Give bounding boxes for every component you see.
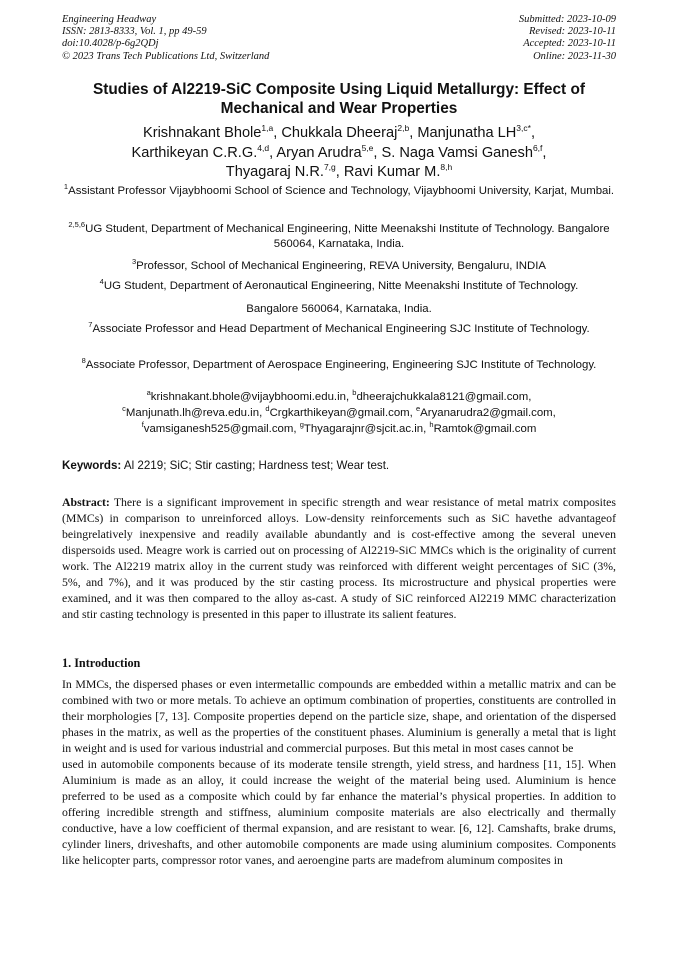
abstract-label: Abstract: [62, 495, 110, 509]
affiliation-text: UG Student, Department of Mechanical Engineering, Nitte Meenakshi Institute of Technology. Bangalore 560064, Karnataka, India. [85, 223, 610, 250]
author-name: S. Naga Vamsi Ganesh [381, 144, 533, 161]
email-list: $^a$krishnakant.bhole@vijaybhoomi.edu.in, $^b$dheerajchukkala8121@gmail.com, $^c$Manjunath.lh@reva.edu.in, $^d$Crgkarthikeyan@gmail.com, $^e$Aryanarudra2@gmail.com, $^f$vamsiganesh525@gmail.com, $^g$Thyagarajnr@sjcit.ac.in, $^h$Ramtok@gmail.com [122, 388, 556, 435]
affiliation-sup: 3 [131, 257, 137, 266]
author-name: Ravi Kumar M. [343, 164, 441, 180]
paper-title: Studies of Al2219-SiC Composite Using Liquid Metallurgy: Effect of Mechanical and Wear Properties [93, 81, 585, 117]
author-sup: 8,h [440, 162, 453, 172]
author-sup: 7,g [323, 162, 336, 172]
affiliation-text: Associate Professor, Department of Aerospace Engineering, Engineering SJC Institute of Technology. [85, 359, 597, 371]
introduction-paragraph: In MMCs, the dispersed phases or even intermetallic compounds are embedded within a metallic matrix and can be combined with two or more metals. To achieve an optimum combination of properties, constituents are controlled in their morphologies [7, 13]. Composite properties depend on the particle size, shape, and orientation of the dispersed phases in the matrix, as well as the properties of the constituent phases. Aluminium is generally a metal that is light in weight and is used for various industrial and commercial purposes. But this metal in most cases cannot be [62, 677, 616, 755]
journal-issn: ISSN: 2813-8333, Vol. 1, pp 49-59 [62, 26, 207, 38]
affiliation-2 [62, 222, 616, 252]
email-sup: e [416, 404, 421, 413]
abstract [62, 494, 616, 622]
journal-header-left [62, 14, 269, 63]
introduction-body [62, 676, 616, 868]
affiliation-sup: 7 [88, 320, 93, 329]
author-name: Thyagaraj N.R. [225, 164, 324, 180]
author-sup: 1,a [261, 123, 274, 133]
accepted-date: Accepted: 2023-10-11 [523, 38, 616, 50]
journal-copyright: © 2023 Trans Tech Publications Ltd, Switzerland [62, 50, 270, 62]
author-sup: 5,e [361, 142, 374, 153]
email-sup: g [299, 420, 304, 429]
author-name: Aryan Arudra [276, 144, 362, 161]
affiliation-text: Bangalore 560064, Karnataka, India. [246, 303, 432, 315]
email-link[interactable]: dheerajchukkala8121@gmail.com [356, 391, 529, 403]
revised-date: Revised: 2023-10-11 [529, 26, 616, 38]
keywords-label: Keywords: [62, 459, 122, 472]
introduction-paragraph: used in automobile components because of its moderate tensile strength, yield stress, and hardness [11, 15]. When Aluminium is made as an alloy, it could increase the weight of the material being used. Aluminium is hence preferred to be used as a composite which could by far enhance the material’s physical properties. In addition to offering incredible strength and stiffness, aluminium composite materials are also electrically and thermally conductive, have a low coefficient of thermal expansion, and are resistant to wear. [6, 12]. Camshafts, brake drums, cylinder liners, driveshafts, and other automobile components are made using aluminium composites. Components like helicopter parts, compressor rotor vanes, and aeroengine parts are madefrom aluminum composites in [62, 757, 616, 867]
affiliation-4-cont [62, 302, 616, 317]
submitted-date: Submitted: 2023-10-09 [518, 14, 616, 25]
author-sup: 2,b [397, 123, 410, 133]
online-date: Online: 2023-11-30 [533, 50, 616, 62]
author-sup: 4,d [257, 142, 270, 153]
email-sup: c [122, 404, 126, 413]
email-sup: f [141, 420, 144, 429]
affiliation-8 [62, 358, 616, 373]
email-link[interactable]: Manjunath.lh@reva.edu.in [125, 407, 260, 419]
affiliation-text: Professor, School of Mechanical Engineering, REVA University, Bengaluru, INDIA [136, 260, 546, 272]
journal-doi: doi:10.4028/p-6g2QDj [62, 38, 159, 50]
keywords-text: Al 2219; SiC; Stir casting; Hardness test; Wear test. [123, 459, 390, 472]
email-sup: d [265, 404, 270, 413]
affiliation-sup: 8 [81, 356, 86, 365]
affiliation-text: Associate Professor and Head Department of Mechanical Engineering SJC Institute of Technology. [92, 323, 590, 335]
affiliation-1 [62, 184, 616, 199]
affiliation-7 [62, 322, 616, 337]
keywords [62, 458, 616, 473]
author-list: Krishnakant Bhole$^{1,a}$, Chukkala Dheeraj$^{2,b}$, Manjunatha $LH^{3,c*}$, Karthikeyan C.R.G.$^{4,d}$, Aryan Arudra$^{5,e}$, S. Naga Vamsi Ganesh$^{6,f}$, Thyagaraj N.R.$^{7,g}$, Ravi Kumar M.$^{8,h}$ [131, 123, 547, 180]
email-link[interactable]: Crgkarthikeyan@gmail.com [269, 407, 410, 419]
journal-name: Engineering Headway [62, 14, 157, 25]
email-link[interactable]: krishnakant.bhole@vijaybhoomi.edu.in [150, 391, 346, 403]
affiliation-sup: 1 [63, 182, 69, 191]
author-name: Manjunatha LH [417, 125, 517, 141]
email-link[interactable]: vamsiganesh525@gmail.com [143, 423, 294, 435]
abstract-text: There is a significant improvement in specific strength and wear resistance of metal matrix composites (MMCs) in comparison to unreinforced alloys. Low-density reinforcements such as SiC havethe advantageof beingrelatively inexpensive and readily available abundantly and is cost-effective among the several uneven dispersoids used. Meagre work is carried out on processing of Al2219-SiC MMCs which is the originality of current work. The Al2219 matrix alloy in the current study was reinforced with different weight percentages of SiC (3%, 5%, and 7%), and it was produced by the stir casting process. Its microstructure and physical properties were examined, and it was then compared to the alloy as-cast. A study of SiC reinforced Al2219 MMC characterization and stir casting technology is presented in this paper to illustrate its salient features. [62, 495, 616, 621]
author-name: Karthikeyan C.R.G. [131, 144, 258, 161]
author-sup: 6,f [532, 142, 543, 153]
section-heading-introduction: 1. Introduction [62, 656, 141, 670]
affiliation-text: UG Student, Department of Aeronautical Engineering, Nitte Meenakshi Institute of Technology. [103, 280, 579, 292]
email-link[interactable]: Aryanarudra2@gmail.com [420, 407, 553, 419]
author-name: Krishnakant Bhole [142, 125, 262, 141]
email-sup: b [352, 388, 357, 397]
affiliation-sup: 4 [99, 277, 104, 286]
email-sup: h [429, 420, 434, 429]
affiliation-3 [62, 259, 616, 274]
email-link[interactable]: Ramtok@gmail.com [433, 423, 537, 435]
email-sup: a [146, 388, 151, 397]
author-sup: 3,c* [516, 123, 531, 133]
affiliation-text: Assistant Professor Vijaybhoomi School of Science and Technology, Vijaybhoomi University, Karjat, Mumbai. [68, 185, 615, 197]
affiliation-sup: 2,5,6 [68, 220, 86, 229]
journal-header-right [519, 14, 616, 63]
affiliation-4 [62, 279, 616, 294]
email-link[interactable]: Thyagarajnr@sjcit.ac.in [303, 423, 424, 435]
author-name: Chukkala Dheeraj [281, 125, 398, 141]
